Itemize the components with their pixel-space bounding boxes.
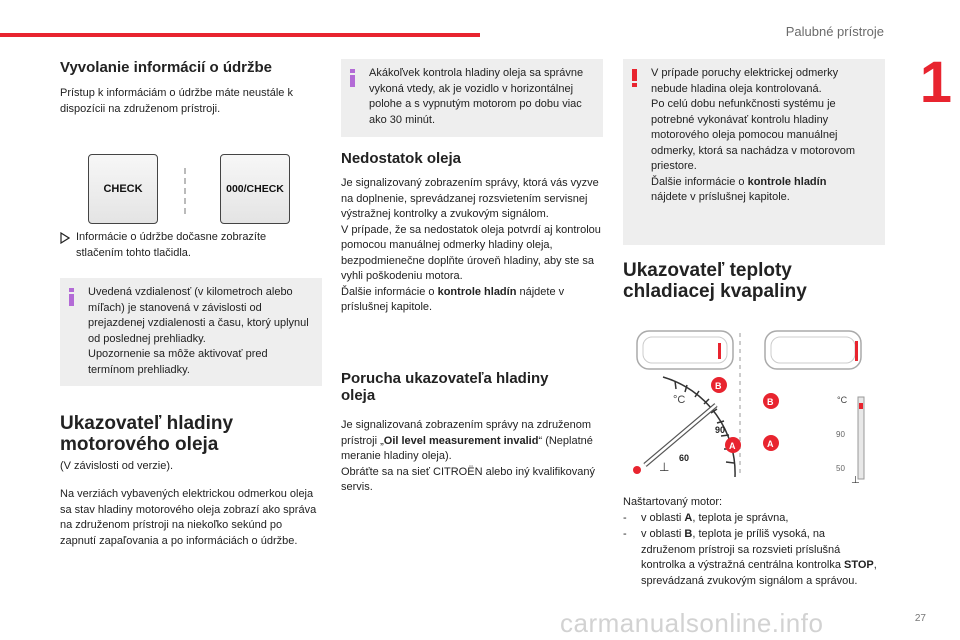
engine-started-label: Naštartovaný motor: bbox=[623, 496, 723, 508]
divider bbox=[184, 168, 186, 214]
tick-90-right: 90 bbox=[836, 430, 845, 439]
info-note-mileage bbox=[60, 278, 322, 386]
heading-low-oil: Nedostatok oleja bbox=[341, 150, 462, 167]
pointer-icon bbox=[60, 232, 72, 250]
trip-check-button-icon bbox=[220, 154, 290, 224]
cluster-right-icon bbox=[765, 331, 861, 369]
bullet-text: Informácie o údržbe dočasne zobrazíte stlačením tohto tlačidla. bbox=[76, 231, 267, 259]
tick-50-right: 50 bbox=[836, 464, 845, 473]
heading-oil-level: Ukazovateľ hladiny motorového oleja bbox=[60, 413, 234, 455]
svg-text:⊥: ⊥ bbox=[851, 475, 860, 486]
section-title: Palubné prístroje bbox=[785, 24, 884, 39]
heading-maintenance: Vyvolanie informácií o údržbe bbox=[60, 59, 272, 76]
maintenance-text: Prístup k informáciám o údržbe máte neustále k dispozícii na združenom prístroji. bbox=[60, 87, 293, 115]
oil-level-text: Na verziách vybavených elektrickou odmerkou oleja sa stav hladiny motorového oleja zobrazí ako správa na združenom prístroji na niekoľko sekúnd po zapnutí zapaľovania a po informáciách o údržbe. bbox=[60, 488, 317, 547]
low-oil-text: Je signalizovaný zobrazením správy, ktorá vás vyzve na doplnenie, sprevádzanej rozsvietením servisnej výstražnej kontrolky a zvukovým signálom. V prípade, že sa nedostatok oleja potvrdí aj kontrolou pomocou manuálnej odmerky hladiny oleja, bezpodmienečne doplňte úroveň hladiny, aby ste sa vyhli poškodeniu motora. Ďalšie informácie o kontrole hladín nájdete v príslušnej kapitole. bbox=[341, 177, 601, 313]
warning-icon bbox=[627, 69, 643, 87]
tick-60-left: 60 bbox=[679, 453, 690, 463]
info-icon bbox=[345, 69, 361, 87]
trip-check-button-label: 000/CHECK bbox=[226, 183, 284, 195]
info-icon bbox=[64, 288, 80, 306]
warning-note bbox=[623, 59, 885, 245]
info-note-check bbox=[341, 59, 603, 137]
chapter-number: 1 bbox=[919, 50, 952, 115]
cluster-left-icon bbox=[637, 331, 733, 369]
oil-version-text: (V závislosti od verzie). bbox=[60, 460, 174, 472]
check-button-label: CHECK bbox=[103, 183, 143, 195]
svg-text:A: A bbox=[767, 439, 774, 449]
svg-text:A: A bbox=[729, 441, 736, 451]
heading-coolant-temp: Ukazovateľ teploty chladiacej kvapaliny bbox=[623, 260, 807, 302]
svg-text:B: B bbox=[715, 381, 722, 391]
note-text: Akákoľvek kontrola hladiny oleja sa správne vykoná vtedy, ak je vozidlo v horizontálnej polohe a s vypnutým motorom po dobu viac ako 30 minút. bbox=[369, 67, 584, 126]
check-button-icon bbox=[88, 154, 158, 224]
page-number: 27 bbox=[914, 613, 926, 624]
heading-oil-gauge-fault: Porucha ukazovateľa hladiny oleja bbox=[341, 370, 549, 404]
tick-90-left: 90 bbox=[715, 425, 726, 435]
unit-label-left: °C bbox=[673, 394, 686, 406]
note-text: V prípade poruchy elektrickej odmerky nebude hladina oleja kontrolovaná. Po celú dobu nefunkčnosti systému je potrebné vykonávať kontrolu hladiny motorového oleja pomocou manuálnej odmerky, ktorá sa nachádza v motorovom priestore. Ďalšie informácie o kontrole hladín nájdete v príslušnej kapitole. bbox=[651, 67, 855, 203]
note-text: Uvedená vzdialenosť (v kilometroch alebo míľach) je stanovená v závislosti od prejazdenej vzdialenosti a času, ktorý uplynul od poslednej prehliadky. Upozornenie sa môže aktivovať pred termínom prehliadky. bbox=[88, 286, 309, 376]
svg-text:⊥: ⊥ bbox=[659, 460, 670, 474]
watermark: carmanualsonline.info bbox=[560, 608, 824, 638]
coolant-gauge-illustration bbox=[623, 325, 885, 495]
fault-text: Je signalizovaná zobrazením správy na združenom prístroji „Oil level measurement invalid“ (Neplatné meranie hladiny oleja). Obráťte sa na sieť CITROËN alebo iný kvalifikovaný servis. bbox=[341, 419, 596, 493]
header-accent-bar bbox=[0, 33, 480, 37]
unit-label-right: °C bbox=[837, 395, 848, 405]
svg-text:B: B bbox=[767, 397, 774, 407]
